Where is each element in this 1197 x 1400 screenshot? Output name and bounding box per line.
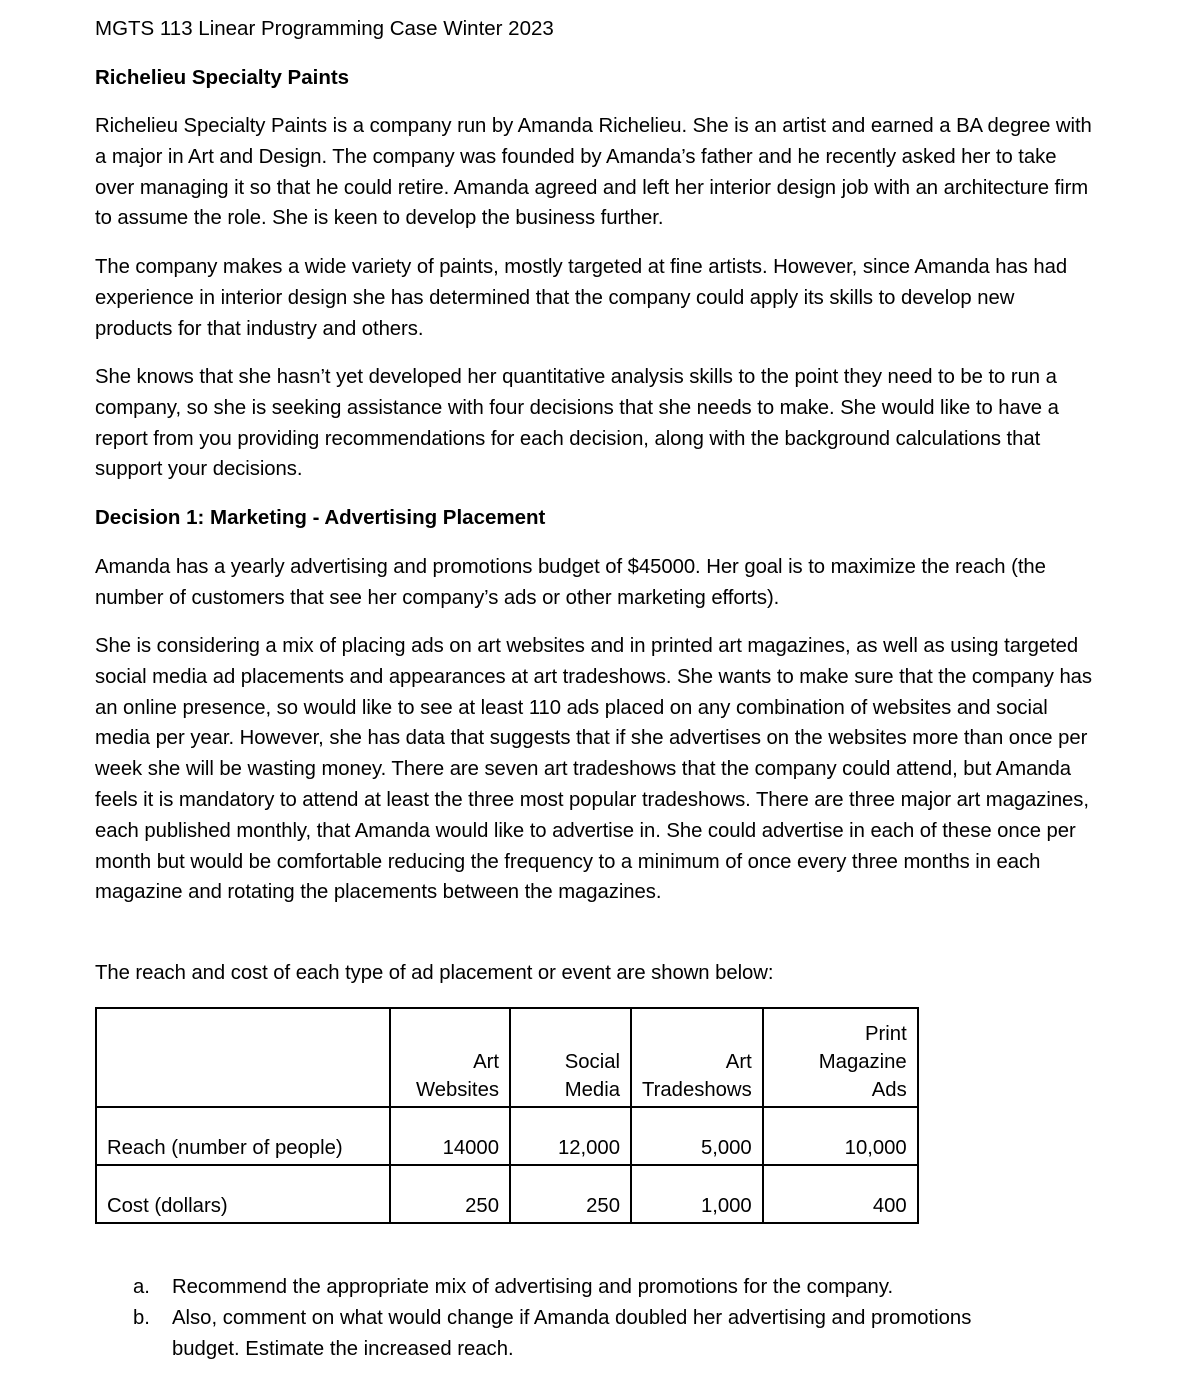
reach-cost-table	[95, 1007, 919, 1224]
intro-paragraph: Richelieu Specialty Paints is a company run by Amanda Richelieu. She is an artist and earned a BA degree with a major in Art and Design. The company was founded by Amanda’s father and he recently asked her to take over managing it so that he could retire. Amanda agreed and left her interior design job with an architecture firm to assume the role. She is keen to develop the business further.	[95, 115, 1092, 230]
column-header-social-media	[510, 1008, 631, 1107]
table-cell: 400	[763, 1165, 918, 1223]
column-header-line: Art	[473, 1051, 499, 1073]
table-corner-cell	[96, 1008, 390, 1107]
question-item-a	[133, 1272, 1093, 1303]
table-cell: 12,000	[510, 1107, 631, 1165]
table-row-cost	[96, 1165, 918, 1223]
column-header-line: Websites	[415, 1079, 499, 1101]
column-header-line: Social	[564, 1051, 620, 1073]
question-item-b	[133, 1303, 1093, 1365]
products-paragraph: The company makes a wide variety of paints, mostly targeted at fine artists. However, since Amanda has had experience in interior design she has determined that the company could apply its skills to develop new products for that industry and others.	[95, 256, 1068, 340]
column-header-line: Print	[865, 1023, 907, 1045]
table-cell: 14000	[390, 1107, 510, 1165]
column-header-line: Art	[725, 1051, 752, 1073]
questions-list	[133, 1272, 1093, 1365]
row-label: Cost (dollars)	[96, 1165, 390, 1223]
table-row-reach	[96, 1107, 918, 1165]
column-header-line: Tradeshows	[642, 1079, 752, 1101]
column-header-line: Ads	[871, 1079, 907, 1101]
table-cell: 250	[510, 1165, 631, 1223]
table-cell: 250	[390, 1165, 510, 1223]
column-header-print-magazine-ads	[763, 1008, 918, 1107]
decision-1-heading: Decision 1: Marketing - Advertising Placement	[95, 506, 546, 529]
question-text: Also, comment on what would change if Amanda doubled her advertising and promotions budget. Estimate the increased reach.	[172, 1307, 972, 1360]
row-label: Reach (number of people)	[96, 1107, 390, 1165]
table-cell: 10,000	[763, 1107, 918, 1165]
question-text: Recommend the appropriate mix of advertising and promotions for the company.	[172, 1276, 894, 1298]
column-header-art-websites	[390, 1008, 510, 1107]
table-cell: 5,000	[631, 1107, 763, 1165]
request-paragraph: She knows that she hasn’t yet developed her quantitative analysis skills to the point they need to be to run a company, so she is seeking assistance with four decisions that she needs to make. She would like to have a report from you providing recommendations for each decision, along with the background calculations that support your decisions.	[95, 366, 1059, 481]
table-header-row	[96, 1008, 918, 1107]
table-intro-paragraph: The reach and cost of each type of ad placement or event are shown below:	[95, 962, 774, 984]
case-title: Richelieu Specialty Paints	[95, 66, 350, 89]
column-header-line: Magazine	[818, 1051, 907, 1073]
question-marker: b.	[133, 1307, 150, 1329]
constraints-paragraph: She is considering a mix of placing ads on art websites and in printed art magazines, as well as using targeted social media ad placements and appearances at art tradeshows. She wants to make sure that the company has an online presence, so would like to see at least 110 ads placed on any combination of websites and social media per year. However, she has data that suggests that if she advertises on the websites more than once per week she will be wasting money. There are seven art tradeshows that the company could attend, but Amanda feels it is mandatory to attend at least the three most popular tradeshows. There are three major art magazines, each published monthly, that Amanda would like to advertise in. She could advertise in each of these once per month but would be comfortable reducing the frequency to a minimum of once every three months in each magazine and rotating the placements between the magazines.	[95, 635, 1092, 904]
table-cell: 1,000	[631, 1165, 763, 1223]
column-header-line: Media	[564, 1079, 620, 1101]
document-header: MGTS 113 Linear Programming Case Winter 2023	[95, 17, 554, 40]
column-header-art-tradeshows	[631, 1008, 763, 1107]
budget-paragraph: Amanda has a yearly advertising and promotions budget of $45000. Her goal is to maximize the reach (the number of customers that see her company’s ads or other marketing efforts).	[95, 556, 1046, 609]
question-marker: a.	[133, 1276, 150, 1298]
